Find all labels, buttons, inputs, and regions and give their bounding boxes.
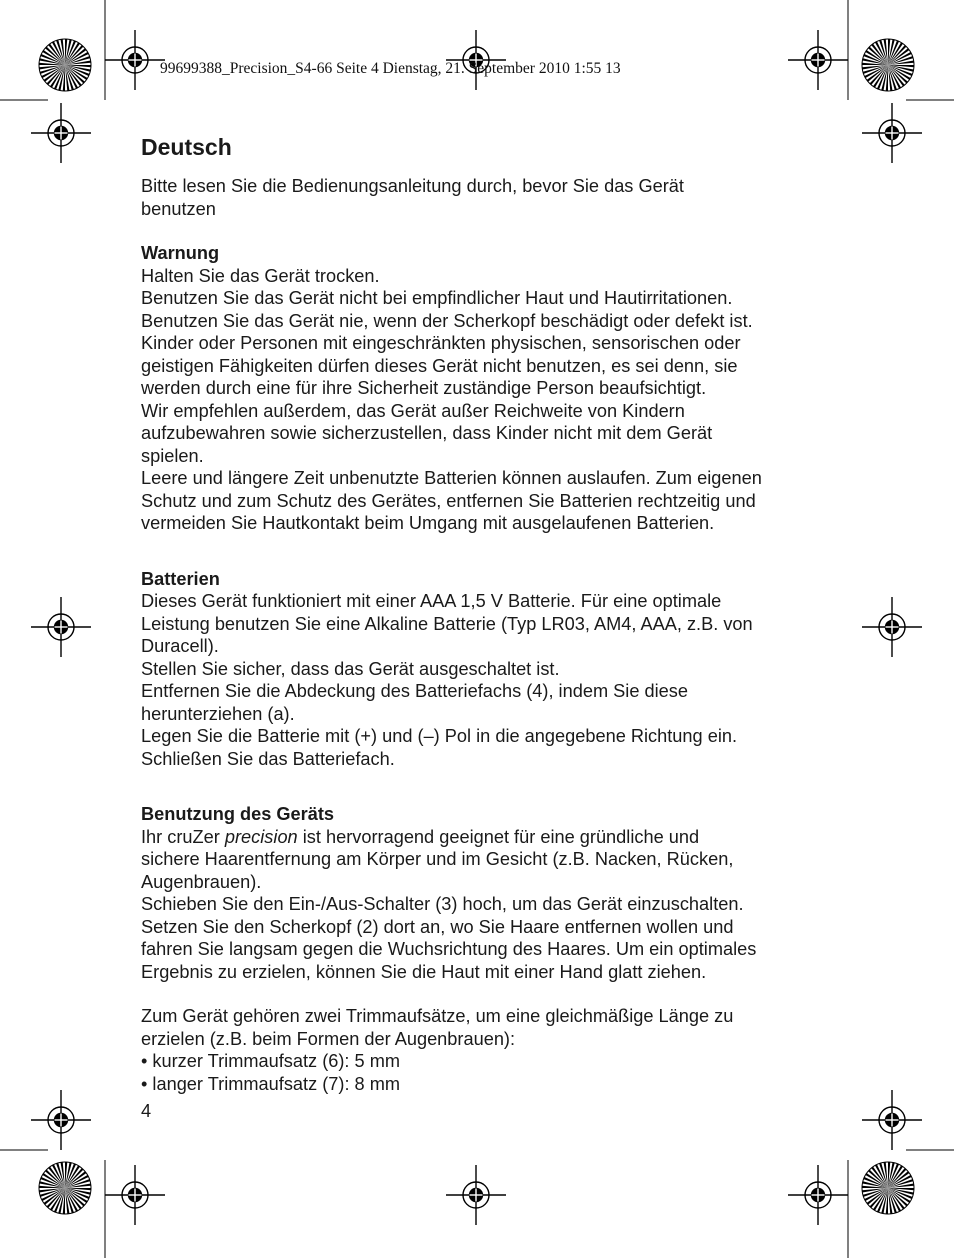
text-run: ist hervorragend geeignet für eine gründliche und <box>297 826 700 847</box>
intro-paragraph <box>141 175 821 220</box>
registration-mark <box>105 30 165 90</box>
intro-line: benutzen <box>141 198 216 219</box>
registration-mark <box>31 1090 91 1150</box>
text-line: Schließen Sie das Batteriefach. <box>141 748 395 769</box>
text-line: Zum Gerät gehören zwei Trimmaufsätze, um eine gleichmäßige Länge zu <box>141 1006 734 1026</box>
registration-mark <box>446 1165 506 1225</box>
text-line: Benutzen Sie das Gerät nicht bei empfindlicher Haut und Hautirritationen. <box>141 288 733 308</box>
text-line: Entfernen Sie die Abdeckung des Batteriefachs (4), indem Sie diese <box>141 681 688 701</box>
text-line: aufzubewahren sowie sicherzustellen, dass Kinder nicht mit dem Gerät <box>141 423 713 443</box>
text-line: erzielen (z.B. beim Formen der Augenbrauen): <box>141 1028 516 1049</box>
text-line: Setzen Sie den Scherkopf (2) dort an, wo Sie Haare entfernen wollen und <box>141 916 734 937</box>
text-line: Leere und längere Zeit unbenutzte Batterien können auslaufen. Zum eigenen <box>141 468 762 488</box>
registration-mark <box>31 597 91 657</box>
text-line: Schieben Sie den Ein-/Aus-Schalter (3) hoch, um das Gerät einzuschalten. <box>141 894 744 914</box>
print-slug: 99699388_Precision_S4-66 Seite 4 Dienstag, 21. September 2010 1:55 13 <box>160 60 621 77</box>
document-body <box>141 133 821 1095</box>
section-benutzung <box>141 803 821 1095</box>
text-line: spielen. <box>141 445 204 466</box>
registration-mark <box>31 103 91 163</box>
starburst-target <box>39 1162 91 1214</box>
registration-mark <box>862 1090 922 1150</box>
section-batterien <box>141 568 821 771</box>
registration-mark <box>105 1165 165 1225</box>
section-title: Warnung <box>141 243 220 263</box>
starburst-target <box>39 39 91 91</box>
text-line: Kinder oder Personen mit eingeschränkten physischen, sensorischen oder <box>141 333 741 353</box>
text-line: herunterziehen (a). <box>141 703 295 724</box>
product-name-italic: precision <box>224 826 298 847</box>
text-line: Dieses Gerät funktioniert mit einer AAA 1,5 V Batterie. Für eine optimale <box>141 591 722 611</box>
page-number: 4 <box>141 1101 152 1121</box>
registration-mark <box>862 597 922 657</box>
section-title: Batterien <box>141 568 220 589</box>
page-title: Deutsch <box>141 134 232 160</box>
text-line: Augenbrauen). <box>141 871 262 892</box>
starburst-target <box>862 1162 914 1214</box>
text-line: Stellen Sie sicher, dass das Gerät ausgeschaltet ist. <box>141 658 560 679</box>
text-line: Duracell). <box>141 636 219 656</box>
text-line: sichere Haarentfernung am Körper und im Gesicht (z.B. Nacken, Rücken, <box>141 849 734 869</box>
text-line: Benutzen Sie das Gerät nie, wenn der Scherkopf beschädigt oder defekt ist. <box>141 310 753 331</box>
text-line: Halten Sie das Gerät trocken. <box>141 265 380 286</box>
text-line: Schutz und zum Schutz des Gerätes, entfernen Sie Batterien rechtzeitig und <box>141 490 756 511</box>
text-line <box>141 826 821 849</box>
list-item: • kurzer Trimmaufsatz (6): 5 mm <box>141 1051 401 1071</box>
registration-mark <box>788 1165 848 1225</box>
text-line: geistigen Fähigkeiten dürfen dieses Gerät nicht benutzen, es sei denn, sie <box>141 355 738 376</box>
text-line: Leistung benutzen Sie eine Alkaline Batterie (Typ LR03, AM4, AAA, z.B. von <box>141 613 753 634</box>
registration-mark <box>862 103 922 163</box>
registration-mark <box>788 30 848 90</box>
text-line: vermeiden Sie Hautkontakt beim Umgang mit ausgelaufenen Batterien. <box>141 513 715 533</box>
section-warnung <box>141 242 821 535</box>
starburst-target <box>862 39 914 91</box>
text-line: Ergebnis zu erzielen, können Sie die Haut mit einer Hand glatt ziehen. <box>141 961 707 982</box>
intro-line: Bitte lesen Sie die Bedienungsanleitung durch, bevor Sie das Gerät <box>141 176 684 196</box>
text-run: Ihr cruZer <box>141 826 225 847</box>
text-line: werden durch eine für ihre Sicherheit zuständige Person beaufsichtigt. <box>141 378 707 398</box>
text-line: Wir empfehlen außerdem, das Gerät außer Reichweite von Kindern <box>141 400 685 421</box>
section-title: Benutzung des Geräts <box>141 804 335 824</box>
text-line: Legen Sie die Batterie mit (+) und (–) Pol in die angegebene Richtung ein. <box>141 726 738 746</box>
text-line: fahren Sie langsam gegen die Wuchsrichtung des Haares. Um ein optimales <box>141 939 757 959</box>
list-item: • langer Trimmaufsatz (7): 8 mm <box>141 1073 401 1094</box>
